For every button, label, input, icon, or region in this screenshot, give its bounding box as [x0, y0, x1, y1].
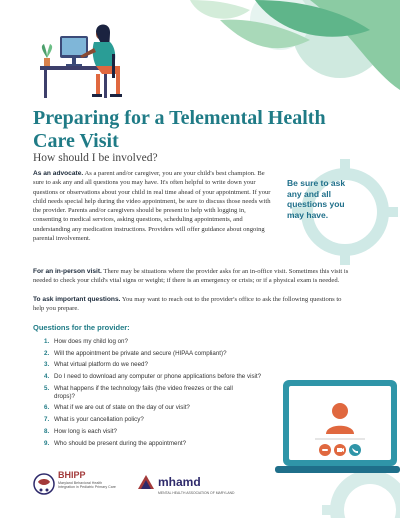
in-person-lead: For an in-person visit.: [33, 268, 102, 275]
list-item-text: How does my child log on?: [54, 338, 128, 345]
list-item: [44, 338, 334, 346]
camera-icon: [334, 444, 346, 456]
list-item-text: Will the appointment be private and secure (HIPAA compliant)?: [54, 349, 227, 357]
woman-at-computer-illustration: [30, 18, 140, 100]
decorative-leaves-gears: [160, 0, 400, 100]
list-item-text: What if we are out of state on the day of our visit?: [54, 404, 190, 412]
important-text: You may want to reach out to the provider's office to ask the following questions to help you prepare.: [33, 296, 342, 313]
bhipp-logo-text: BHIPP: [58, 470, 86, 480]
list-number: 2.: [44, 349, 50, 357]
advocate-lead: As an advocate.: [33, 170, 84, 177]
list-item-text: How long is each visit?: [54, 427, 117, 435]
end-call-icon: [319, 444, 331, 456]
list-number: 9.: [44, 439, 50, 447]
important-questions-paragraph: [33, 295, 353, 314]
advocate-paragraph: [33, 169, 273, 243]
list-number: 5.: [44, 384, 50, 392]
phone-icon: [349, 444, 361, 456]
plant-icon: [42, 44, 52, 66]
bhipp-logo-mark: [32, 468, 56, 508]
list-item-text: What happens if the technology fails (the video freezes or the call drops)?: [54, 384, 233, 400]
list-number: 6.: [44, 404, 50, 412]
list-number: 4.: [44, 373, 50, 381]
list-item-text: Do I need to download any computer or phone applications before the visit?: [54, 373, 262, 381]
in-person-text: There may be situations where the provider asks for an in-office visit. Sometimes this visit is needed to check your child's vital signs or weight; if there is an emergency or crisis; or if a physical exam is needed.: [33, 268, 349, 285]
list-number: 7.: [44, 416, 50, 424]
list-item-text: What is your cancellation policy?: [54, 416, 144, 424]
bhipp-logo-subtitle: Maryland Behavioral Health Integration in Pediatric Primary Care: [58, 481, 116, 490]
callout-text: Be sure to ask any and all questions you may have.: [287, 178, 346, 220]
in-person-paragraph: [33, 267, 353, 286]
list-number: 8.: [44, 427, 50, 435]
list-item-text: What virtual platform do we need?: [54, 361, 148, 369]
list-item: [44, 361, 334, 369]
mhamd-logo-subtitle: MENTAL HEALTH ASSOCIATION OF MARYLAND: [158, 491, 235, 495]
list-item: [44, 385, 254, 401]
important-lead: To ask important questions.: [33, 296, 121, 303]
list-number: 1.: [44, 338, 50, 345]
questions-heading: Questions for the provider:: [33, 323, 130, 332]
list-item: [44, 350, 334, 358]
list-item-text: Who should be present during the appointment?: [54, 439, 187, 447]
laptop-video-call-illustration: [255, 378, 400, 498]
advocate-text: As a parent and/or caregiver, you are your child's best champion. Be sure to ask any and all questions you may have. It's often helpful to write down your questions or observations about your child in real time ahead of your appointment. If your child needs special help during the video appointment, be sure to discuss those needs with the provider. Parents and/or caregivers should be present to help with logging in, consenting to medical services, asking questions, scheduling appointments, and understanding any medication instructions. Providers will offer guidance about ongoing parental involvement.: [33, 170, 271, 243]
page-subtitle: How should I be involved?: [33, 152, 158, 164]
list-number: 3.: [44, 361, 50, 369]
mhamd-logo-mark: [135, 471, 157, 493]
page-title: Preparing for a Telemental Health Care Visit: [33, 107, 326, 152]
mhamd-logo-text: mhamd: [158, 475, 201, 489]
